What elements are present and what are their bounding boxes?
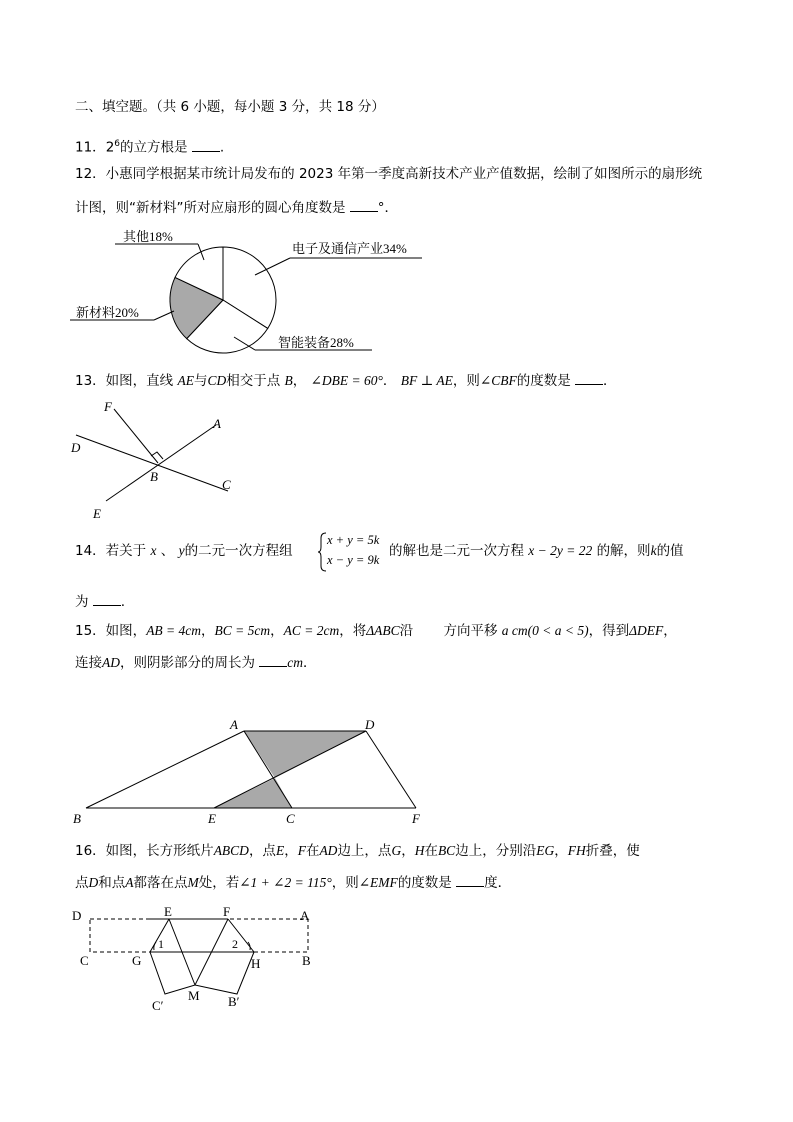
q16-eg: EG bbox=[536, 843, 555, 858]
question-16-line2 bbox=[75, 874, 511, 892]
q15-text: 沿 bbox=[399, 623, 414, 639]
q13-text: 与 bbox=[193, 373, 208, 389]
label-d: D bbox=[71, 440, 81, 455]
q15-ad: AD bbox=[102, 655, 120, 670]
question-14-line2 bbox=[75, 593, 125, 611]
dashed-rectangle bbox=[90, 919, 308, 952]
answer-blank[interactable] bbox=[192, 139, 220, 152]
question-14-part2 bbox=[389, 542, 684, 560]
q16-d: D bbox=[88, 875, 99, 890]
answer-blank[interactable] bbox=[350, 199, 378, 212]
q16-abcd: ABCD bbox=[213, 843, 249, 858]
q15-end: ． bbox=[303, 655, 317, 671]
shade-upper bbox=[244, 731, 366, 778]
answer-blank[interactable] bbox=[456, 874, 484, 887]
q15-tri2: ΔDEF bbox=[629, 623, 664, 638]
q13-figure bbox=[68, 395, 243, 523]
q15-tri: ΔABC bbox=[366, 623, 400, 638]
slice-label-other: 其他18% bbox=[123, 229, 173, 244]
shade-lower bbox=[214, 778, 292, 808]
q14-var-y: y bbox=[178, 543, 185, 558]
q15-text: 连接 bbox=[75, 655, 102, 671]
label-h: H bbox=[251, 956, 261, 971]
q16-unit: 度． bbox=[484, 875, 512, 891]
q15-a: a cm(0 < a < 5) bbox=[501, 623, 589, 638]
label-m: M bbox=[188, 988, 200, 1003]
question-12-line1: 12．小惠同学根据某市统计局发布的 2023 年第一季度高新技术产业产值数据，绘制了如图所示的扇形统 bbox=[75, 166, 703, 182]
pie-chart bbox=[70, 225, 440, 357]
answer-blank[interactable] bbox=[575, 372, 603, 385]
equation-brace bbox=[317, 532, 327, 572]
q16-e: E bbox=[275, 843, 285, 858]
q11-base: 2 bbox=[105, 139, 115, 156]
right-angle-mark bbox=[151, 452, 163, 459]
slice-label-equipment: 智能装备28% bbox=[278, 335, 354, 350]
q13-perp: BF ⊥ AE bbox=[400, 373, 453, 388]
q16-text: ，点 bbox=[248, 843, 276, 859]
q16-figure bbox=[68, 902, 328, 1017]
q16-text: 的度数是 bbox=[397, 875, 452, 891]
label-a: A bbox=[300, 908, 310, 923]
line-ba bbox=[86, 731, 244, 808]
slice-label-electronics: 电子及通信产业34% bbox=[292, 241, 407, 256]
q11-end: . bbox=[219, 139, 225, 156]
q13-text: 相交于点 bbox=[226, 373, 281, 389]
q16-text: 在 bbox=[424, 843, 438, 859]
leader-line-newmaterial-2 bbox=[154, 311, 174, 320]
q14-text: 的解，则 bbox=[596, 543, 651, 559]
question-13 bbox=[75, 372, 617, 390]
section-title: 二、填空题。（共 6 小题，每小题 3 分，共 18 分） bbox=[75, 99, 385, 115]
slice-label-newmaterial: 新材料20% bbox=[76, 305, 139, 320]
angle-1-arc bbox=[154, 942, 156, 950]
q11-number: 11． bbox=[75, 139, 106, 156]
q15-text: ，将 bbox=[339, 623, 367, 639]
q15-text: ， bbox=[663, 623, 677, 639]
equation-1: x + y = 5k bbox=[327, 533, 380, 547]
q15-text: ，则阴影部分的周长为 bbox=[120, 655, 255, 671]
q16-f: F bbox=[297, 843, 306, 858]
label-c: C bbox=[286, 811, 295, 826]
q16-a: A bbox=[125, 875, 134, 890]
answer-blank[interactable] bbox=[259, 654, 287, 667]
label-angle-1: 1 bbox=[158, 937, 164, 951]
label-c: C bbox=[222, 477, 231, 492]
q13-line-cd: CD bbox=[207, 373, 227, 388]
q16-bc: BC bbox=[437, 843, 456, 858]
label-g: G bbox=[132, 953, 142, 968]
q16-g: G bbox=[391, 843, 402, 858]
label-c: C bbox=[80, 953, 89, 968]
q15-figure bbox=[68, 713, 433, 828]
q13-text: ． bbox=[382, 373, 397, 389]
q14-var-k: k bbox=[650, 543, 657, 558]
label-d: D bbox=[365, 717, 375, 732]
q14-var-x: x bbox=[150, 543, 157, 558]
label-b: B bbox=[73, 811, 81, 826]
q16-fh: FH bbox=[567, 843, 586, 858]
q13-end: ． bbox=[603, 373, 617, 389]
question-15-line1 bbox=[75, 622, 677, 640]
q16-text: 都落在点 bbox=[133, 875, 188, 891]
question-16-line1 bbox=[75, 842, 640, 860]
q14-sep: 、 bbox=[160, 543, 175, 559]
q12-end: °． bbox=[377, 200, 399, 216]
q13-text: ， bbox=[292, 373, 307, 389]
q16-sep: ， bbox=[554, 843, 568, 859]
q16-sep: ， bbox=[284, 843, 298, 859]
q16-text: 点 bbox=[75, 875, 89, 891]
q15-text: 15．如图， bbox=[75, 623, 147, 639]
label-f: F bbox=[104, 399, 112, 414]
q13-line-ae: AE bbox=[177, 373, 194, 388]
q11-exponent: 6 bbox=[114, 139, 121, 149]
q16-text: 边上，点 bbox=[337, 843, 392, 859]
q16-text: 16．如图，长方形纸片 bbox=[75, 843, 214, 859]
q16-text: 在 bbox=[305, 843, 320, 859]
q15-sep: ， bbox=[201, 623, 215, 639]
q16-text: 处，若 bbox=[198, 875, 240, 891]
question-15-line2 bbox=[75, 654, 317, 672]
label-c-prime: C′ bbox=[152, 998, 164, 1013]
q16-m: M bbox=[187, 875, 199, 890]
q11-text: 的立方根是 bbox=[120, 139, 188, 156]
q13-angle: ∠DBE = 60° bbox=[310, 373, 383, 388]
q16-text: 边上，分别沿 bbox=[455, 843, 537, 859]
q15-ab: AB = 4cm bbox=[146, 623, 202, 638]
q14-text: 的值 bbox=[656, 543, 684, 559]
q16-ad: AD bbox=[319, 843, 338, 858]
q16-h: H bbox=[414, 843, 425, 858]
q16-ask: ∠EMF bbox=[358, 875, 398, 890]
q13-text: 的度数是 bbox=[516, 373, 571, 389]
question-14-part1 bbox=[75, 542, 293, 560]
q14-end: . bbox=[120, 594, 126, 610]
folded-edges bbox=[150, 952, 254, 994]
q13-text: ，则 bbox=[452, 373, 480, 389]
label-b: B bbox=[150, 469, 158, 484]
q13-text: 13．如图，直线 bbox=[75, 373, 174, 389]
label-a: A bbox=[230, 717, 238, 732]
q16-text: ，则 bbox=[331, 875, 359, 891]
q15-text: ，得到 bbox=[588, 623, 630, 639]
q14-text: 的二元一次方程组 bbox=[184, 543, 293, 559]
label-d: D bbox=[72, 908, 82, 923]
line-bf bbox=[114, 409, 158, 463]
q15-unit: cm bbox=[287, 655, 304, 670]
q14-text: 14．若关于 bbox=[75, 543, 147, 559]
label-e: E bbox=[93, 506, 101, 521]
q15-text: 方向平移 bbox=[443, 623, 498, 639]
label-b-prime: B′ bbox=[228, 994, 240, 1009]
answer-blank[interactable] bbox=[93, 593, 121, 606]
label-e: E bbox=[208, 811, 216, 826]
line-ea bbox=[106, 425, 216, 501]
label-b: B bbox=[302, 953, 311, 968]
q14-eq3: x − 2y = 22 bbox=[528, 543, 593, 558]
equation-2: x − y = 9k bbox=[327, 553, 380, 567]
q14-text: 的解也是二元一次方程 bbox=[389, 543, 524, 559]
q12-text: 计图，则“新材料”所对应扇形的圆心角度数是 bbox=[75, 200, 346, 216]
line-df bbox=[366, 731, 416, 808]
q15-bc: BC = 5cm bbox=[214, 623, 271, 638]
q16-angle: ∠1 + ∠2 = 115° bbox=[239, 875, 332, 890]
label-angle-2: 2 bbox=[232, 937, 238, 951]
q16-sep: ， bbox=[401, 843, 415, 859]
q15-sep: ， bbox=[270, 623, 284, 639]
q13-ask: ∠CBF bbox=[479, 373, 517, 388]
q16-text: 和点 bbox=[98, 875, 126, 891]
label-e: E bbox=[164, 904, 172, 919]
label-f: F bbox=[223, 904, 231, 919]
q15-ac: AC = 2cm bbox=[283, 623, 340, 638]
q13-point-b: B bbox=[284, 373, 293, 388]
pie-slices bbox=[170, 247, 276, 353]
q16-text: 折叠，使 bbox=[585, 843, 640, 859]
label-f: F bbox=[412, 811, 420, 826]
q14-text: 为 bbox=[75, 594, 89, 610]
label-a: A bbox=[213, 416, 221, 431]
question-12-line2 bbox=[75, 199, 398, 217]
question-11 bbox=[75, 135, 224, 157]
